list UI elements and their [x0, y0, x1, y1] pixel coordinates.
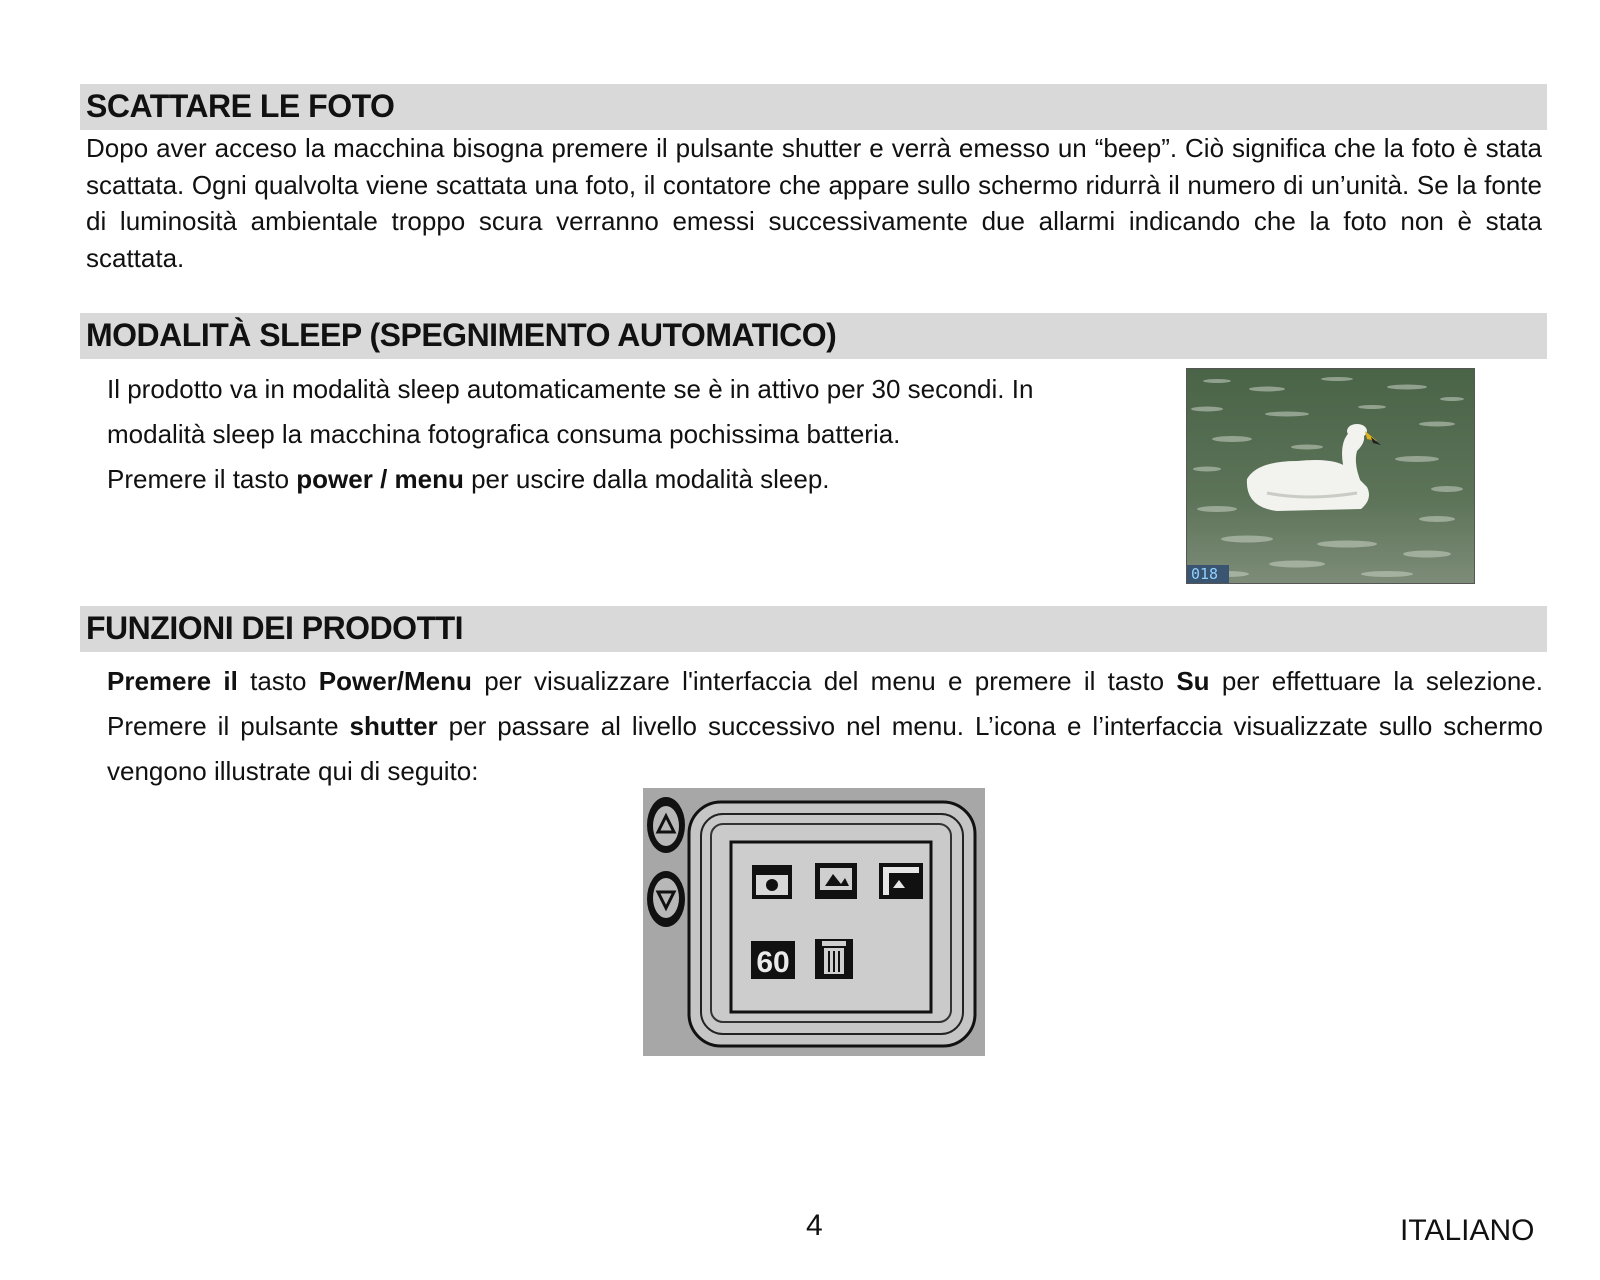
- text-run: per passare al livello successivo nel menu. L’icona e l’interfaccia visualizzate sullo schermo vengono illustrate qui di seguito:: [107, 711, 1543, 786]
- power-menu-keyword: Power/Menu: [318, 666, 472, 696]
- timer-icon: [751, 941, 795, 979]
- section-header-scattare: [80, 84, 1547, 130]
- page-number: 4: [806, 1209, 823, 1242]
- sleep-text-block: [107, 367, 1157, 502]
- paragraph-funzioni: [107, 659, 1543, 794]
- timer-icon-label: 60: [756, 946, 790, 979]
- text-run: per uscire dalla modalità sleep.: [463, 464, 830, 494]
- text-run: per visualizzare l'interfaccia del menu e premere il tasto: [471, 666, 1177, 696]
- up-arrow-button[interactable]: [647, 797, 685, 853]
- photo-counter: 018: [1191, 565, 1219, 583]
- gallery-icon: [879, 863, 923, 899]
- section-header-sleep: [80, 313, 1547, 359]
- sleep-line-3: [107, 457, 1157, 502]
- shutter-keyword: shutter: [349, 711, 438, 741]
- section-title: SCATTARE LE FOTO: [86, 88, 395, 124]
- power-menu-keyword: power / menu: [296, 464, 464, 494]
- text-run: Premere il tasto: [107, 464, 297, 494]
- video-mode-icon: [815, 863, 857, 899]
- section-header-funzioni: [80, 606, 1547, 652]
- sleep-line-2: modalità sleep la macchina fotografica consuma pochissima batteria.: [107, 419, 901, 449]
- trash-icon: [815, 939, 853, 979]
- section-title: FUNZIONI DEI PRODOTTI: [86, 610, 464, 646]
- camera-mode-icon: [752, 865, 792, 899]
- sleep-line-1: Il prodotto va in modalità sleep automaticamente se è in attivo per 30 secondi. In: [107, 374, 1034, 404]
- down-arrow-button[interactable]: [647, 871, 685, 927]
- text-run: tasto: [237, 666, 319, 696]
- paragraph-scattare: Dopo aver acceso la macchina bisogna premere il pulsante shutter e verrà emesso un “beep”. Ciò significa che la foto è stata scattata. Ogni qualvolta viene scattata una foto, il contatore che appare sullo schermo ridurrà il numero di un’unità. Se la fonte di luminosità ambientale troppo scura verranno emessi successivamente due allarmi indicando che la foto non è stata scattata.: [86, 133, 1542, 273]
- su-keyword: Su: [1176, 666, 1210, 696]
- bold-run: Premere il: [107, 666, 238, 696]
- camera-menu-screenshot: [643, 788, 985, 1056]
- language-label: ITALIANO: [1400, 1214, 1535, 1247]
- swan-photo: [1186, 368, 1475, 584]
- section-title: MODALITÀ SLEEP (SPEGNIMENTO AUTOMATICO): [86, 317, 837, 353]
- text-run: per effettuare la selezione. Premere il pulsante: [107, 666, 1543, 741]
